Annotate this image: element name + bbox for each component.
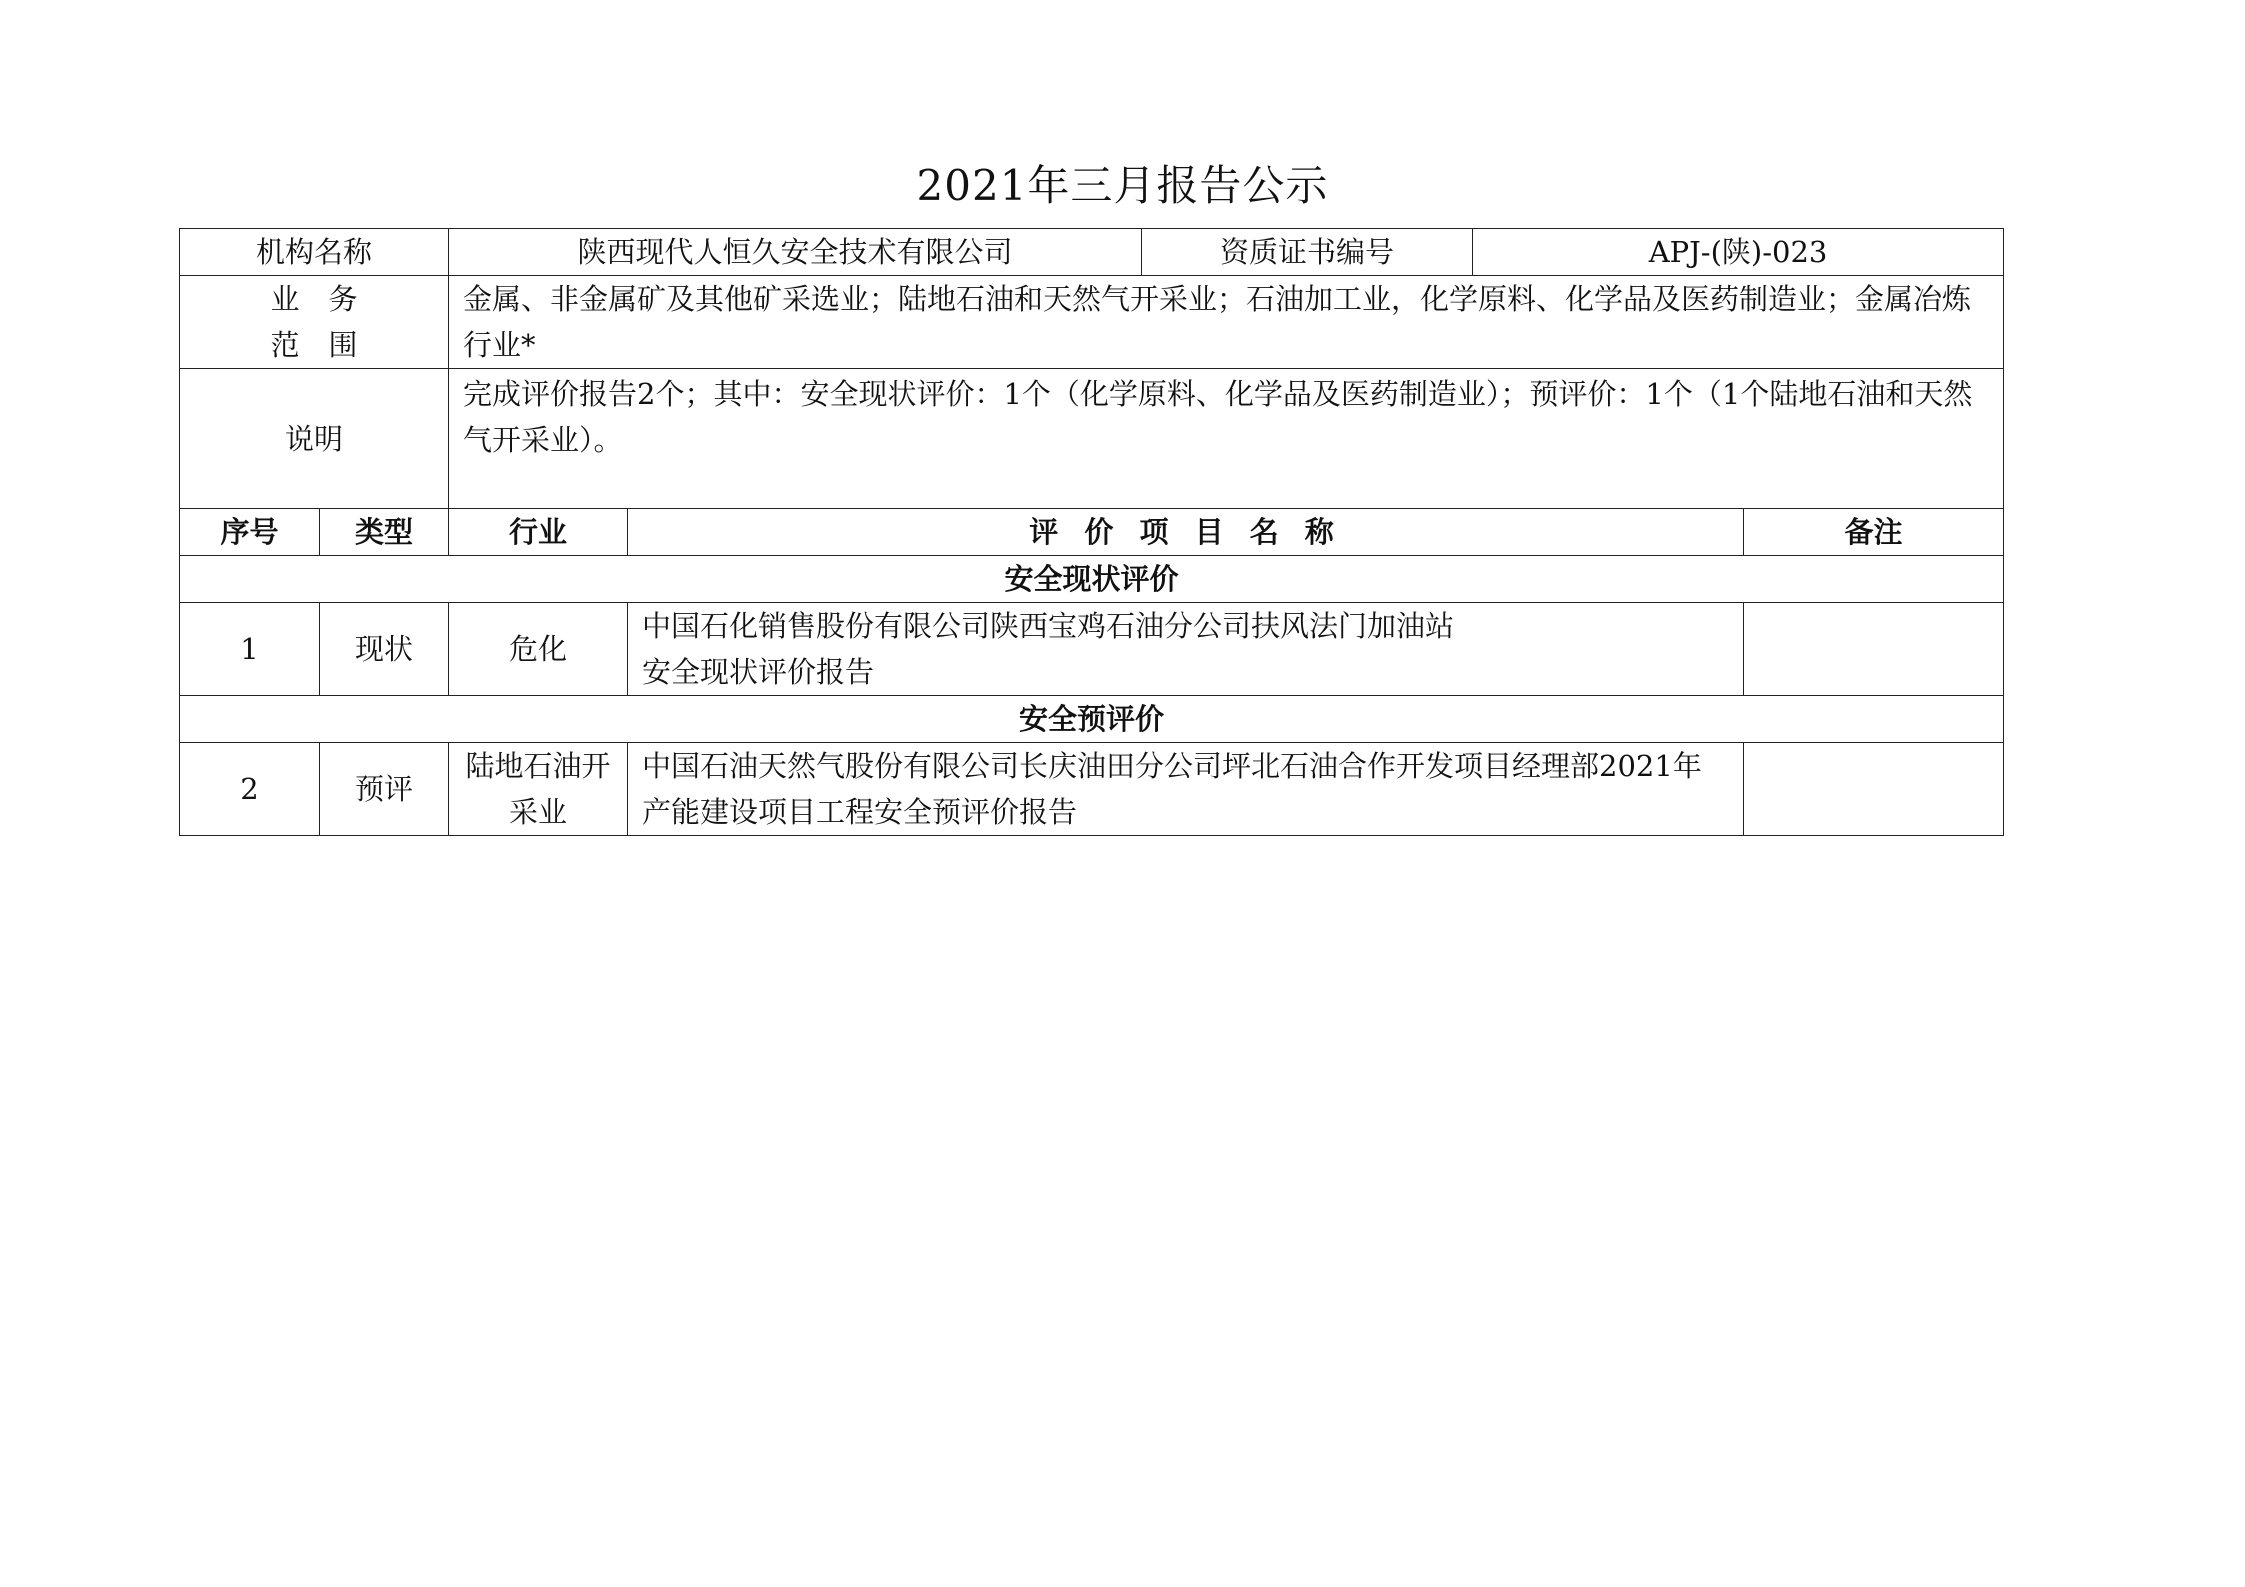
column-header-industry: 行业 <box>449 509 628 556</box>
section-header-row <box>180 556 2004 603</box>
row-project-name-line1: 中国石油天然气股份有限公司长庆油田分公司坪北石油合作开发项目经理部2021年 <box>642 749 1702 783</box>
description-label: 说明 <box>180 369 449 509</box>
row-project-name-line1: 中国石化销售股份有限公司陕西宝鸡石油分公司扶风法门加油站 <box>642 609 1455 643</box>
row-seq: 1 <box>180 603 320 696</box>
row-project-name-line2: 安全现状评价报告 <box>642 655 875 689</box>
description-value: 完成评价报告2个；其中：安全现状评价：1个（化学原料、化学品及医药制造业）；预评价：1个（1个陆地石油和天然气开采业）。 <box>449 369 2004 509</box>
org-info-row <box>180 229 2004 276</box>
row-industry: 陆地石油开采业 <box>449 743 628 836</box>
table-row <box>180 603 2004 696</box>
table-row <box>180 743 2004 836</box>
section-header-row <box>180 696 2004 743</box>
column-header-project: 评 价 项 目 名 称 <box>628 509 1744 556</box>
row-industry: 危化 <box>449 603 628 696</box>
column-header-type: 类型 <box>320 509 449 556</box>
section-title-status-eval: 安全现状评价 <box>180 556 2004 603</box>
row-seq: 2 <box>180 743 320 836</box>
row-type: 预评 <box>320 743 449 836</box>
cert-number-value: APJ-(陕)-023 <box>1473 229 2004 276</box>
row-remark <box>1744 603 2004 696</box>
row-remark <box>1744 743 2004 836</box>
page-title: 2021年三月报告公示 <box>916 161 1329 210</box>
column-header-seq: 序号 <box>180 509 320 556</box>
cert-number-label: 资质证书编号 <box>1142 229 1473 276</box>
description-row <box>180 369 2004 509</box>
row-project-name <box>628 743 1744 836</box>
row-project-name-line2: 产能建设项目工程安全预评价报告 <box>642 795 1078 829</box>
report-table <box>179 228 2004 836</box>
column-header-row <box>180 509 2004 556</box>
business-scope-row <box>180 276 2004 369</box>
business-scope-value: 金属、非金属矿及其他矿采选业；陆地石油和天然气开采业；石油加工业，化学原料、化学品及医药制造业；金属冶炼行业* <box>449 276 2004 369</box>
org-name-label: 机构名称 <box>180 229 449 276</box>
business-scope-label-line1: 业 务 <box>270 282 358 316</box>
row-project-name <box>628 603 1744 696</box>
business-scope-label <box>180 276 449 369</box>
column-header-remark: 备注 <box>1744 509 2004 556</box>
row-type: 现状 <box>320 603 449 696</box>
org-name-value: 陕西现代人恒久安全技术有限公司 <box>449 229 1142 276</box>
section-title-pre-eval: 安全预评价 <box>180 696 2004 743</box>
business-scope-label-line2: 范 围 <box>270 328 358 362</box>
